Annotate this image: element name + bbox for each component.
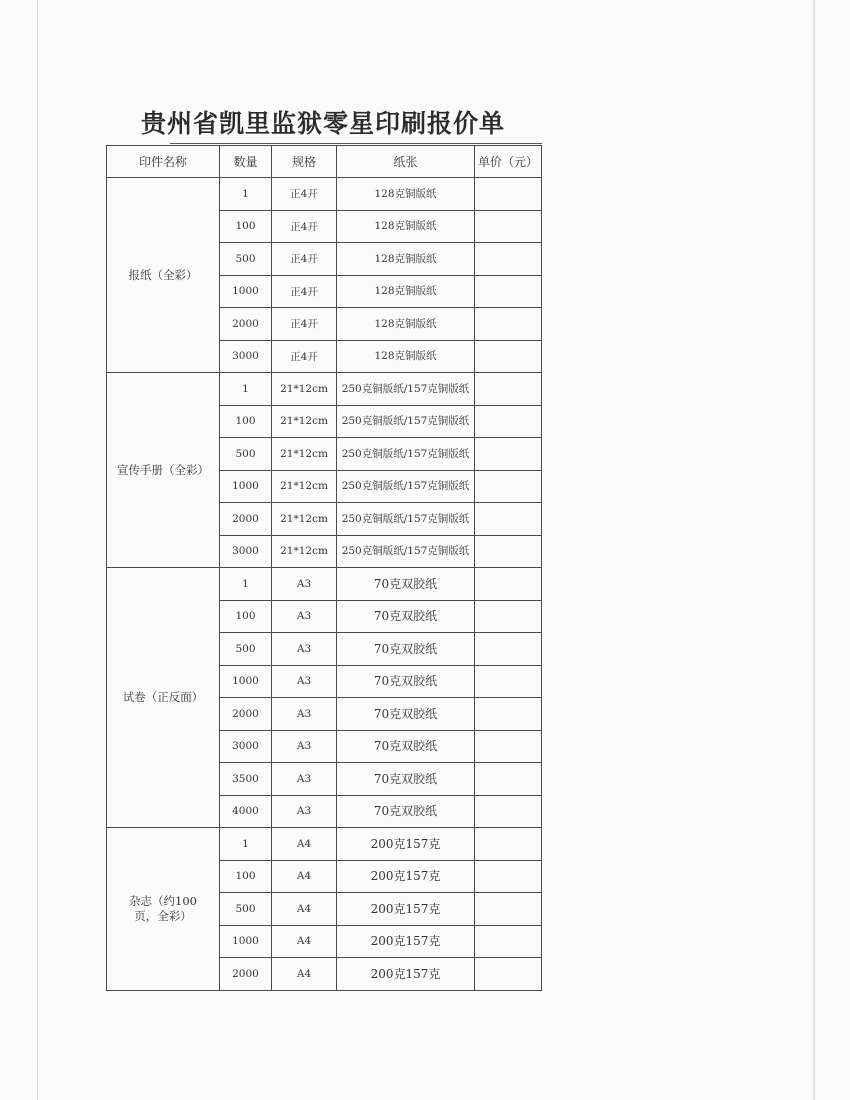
paper-cell: 250克铜版纸/157克铜版纸 [337,438,475,471]
paper-cell: 70克双胶纸 [337,568,475,601]
spec-cell: A3 [272,730,337,763]
spec-cell: 21*12cm [272,503,337,536]
spec-cell: 21*12cm [272,470,337,503]
qty-cell: 1000 [220,275,272,308]
price-cell [475,535,542,568]
qty-cell: 2000 [220,503,272,536]
price-cell [475,925,542,958]
paper-cell: 70克双胶纸 [337,600,475,633]
paper-cell: 200克157克 [337,893,475,926]
price-cell [475,405,542,438]
paper-cell: 70克双胶纸 [337,665,475,698]
paper-cell: 70克双胶纸 [337,698,475,731]
qty-cell: 1 [220,373,272,406]
price-cell [475,698,542,731]
price-cell [475,243,542,276]
spec-cell: A4 [272,828,337,861]
spec-cell: A4 [272,958,337,991]
paper-cell: 250克铜版纸/157克铜版纸 [337,405,475,438]
price-cell [475,763,542,796]
quote-body [107,178,542,991]
spec-cell: 正4开 [272,178,337,211]
price-cell [475,210,542,243]
paper-cell: 128克铜版纸 [337,308,475,341]
spec-cell: A3 [272,763,337,796]
price-cell [475,633,542,666]
header-spec: 规格 [272,146,337,178]
qty-cell: 2000 [220,958,272,991]
price-cell [475,275,542,308]
spec-cell: 正4开 [272,308,337,341]
paper-cell: 128克铜版纸 [337,340,475,373]
price-cell [475,730,542,763]
item-name-cell: 报纸（全彩） [107,178,220,373]
qty-cell: 1 [220,828,272,861]
paper-cell: 250克铜版纸/157克铜版纸 [337,470,475,503]
paper-cell: 200克157克 [337,828,475,861]
qty-cell: 500 [220,438,272,471]
paper-cell: 250克铜版纸/157克铜版纸 [337,373,475,406]
spec-cell: A3 [272,665,337,698]
qty-cell: 3500 [220,763,272,796]
qty-cell: 500 [220,633,272,666]
price-cell [475,308,542,341]
qty-cell: 1000 [220,665,272,698]
header-price: 单价（元） [475,146,542,178]
spec-cell: 正4开 [272,243,337,276]
scan-edge-left [37,0,38,1100]
price-cell [475,340,542,373]
qty-cell: 3000 [220,535,272,568]
spec-cell: A4 [272,925,337,958]
qty-cell: 4000 [220,795,272,828]
spec-cell: A3 [272,568,337,601]
price-cell [475,438,542,471]
qty-cell: 100 [220,600,272,633]
paper-cell: 128克铜版纸 [337,178,475,211]
item-name-cell: 宣传手册（全彩） [107,373,220,568]
spec-cell: 正4开 [272,275,337,308]
table-row [107,568,542,601]
paper-cell: 200克157克 [337,860,475,893]
qty-cell: 1 [220,178,272,211]
spec-cell: 正4开 [272,340,337,373]
spec-cell: A3 [272,633,337,666]
document-title: 贵州省凯里监狱零星印刷报价单 [140,109,505,138]
paper-cell: 250克铜版纸/157克铜版纸 [337,503,475,536]
spec-cell: 21*12cm [272,535,337,568]
spec-cell: 21*12cm [272,373,337,406]
price-cell [475,568,542,601]
price-cell [475,893,542,926]
price-cell [475,665,542,698]
price-cell [475,600,542,633]
table-row [107,373,542,406]
item-name-cell: 试卷（正反面） [107,568,220,828]
paper-cell: 128克铜版纸 [337,210,475,243]
qty-cell: 3000 [220,340,272,373]
qty-cell: 100 [220,405,272,438]
qty-cell: 100 [220,210,272,243]
qty-cell: 2000 [220,698,272,731]
spec-cell: A3 [272,698,337,731]
price-cell [475,828,542,861]
spec-cell: 正4开 [272,210,337,243]
price-cell [475,373,542,406]
table-row [107,178,542,211]
header-name: 印件名称 [107,146,220,178]
paper-cell: 70克双胶纸 [337,633,475,666]
header-qty: 数量 [220,146,272,178]
spec-cell: A4 [272,893,337,926]
table-row [107,828,542,861]
paper-cell: 128克铜版纸 [337,243,475,276]
header-paper: 纸张 [337,146,475,178]
qty-cell: 2000 [220,308,272,341]
quote-table [106,145,542,991]
item-name-cell: 杂志（约100页，全彩） [107,828,220,991]
price-cell [475,860,542,893]
price-cell [475,795,542,828]
qty-cell: 500 [220,893,272,926]
spec-cell: A3 [272,795,337,828]
qty-cell: 1 [220,568,272,601]
spec-cell: 21*12cm [272,405,337,438]
spec-cell: A4 [272,860,337,893]
qty-cell: 1000 [220,925,272,958]
paper-cell: 200克157克 [337,958,475,991]
qty-cell: 500 [220,243,272,276]
price-cell [475,470,542,503]
paper-cell: 70克双胶纸 [337,730,475,763]
paper-cell: 70克双胶纸 [337,763,475,796]
spec-cell: A3 [272,600,337,633]
paper-cell: 128克铜版纸 [337,275,475,308]
price-cell [475,178,542,211]
qty-cell: 3000 [220,730,272,763]
spec-cell: 21*12cm [272,438,337,471]
price-cell [475,503,542,536]
scan-edge-right [813,0,815,1100]
paper-cell: 200克157克 [337,925,475,958]
qty-cell: 100 [220,860,272,893]
header-row [107,146,542,178]
price-cell [475,958,542,991]
paper-cell: 250克铜版纸/157克铜版纸 [337,535,475,568]
title-rule [170,143,542,144]
paper-cell: 70克双胶纸 [337,795,475,828]
qty-cell: 1000 [220,470,272,503]
